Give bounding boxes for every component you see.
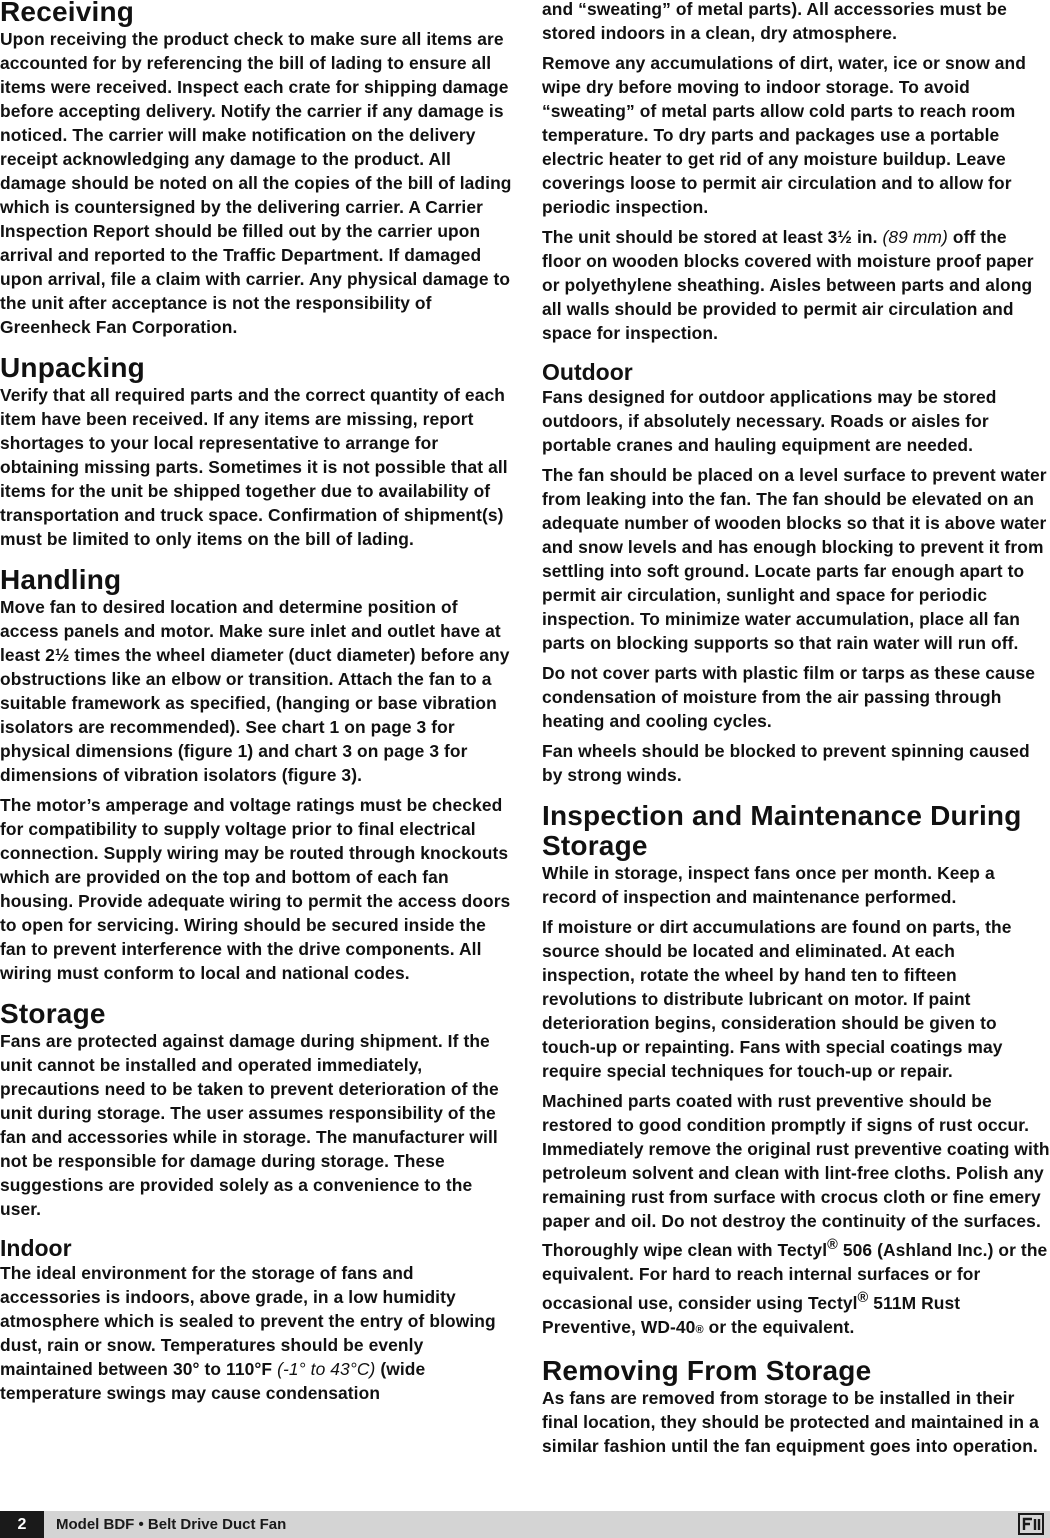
greenheck-logo-icon — [1018, 1513, 1044, 1535]
metric-temperature: (-1° to 43°C) — [277, 1359, 376, 1379]
right-column — [542, 0, 1050, 1464]
unpacking-paragraph: Verify that all required parts and the correct quantity of each item have been received. If any items are missing, report shortages to your local representative to arrange for obtaining missing parts. Sometimes it is not possible that all items for the unit be shipped together due to availability of transportation and truck space. Confirmation of shipment(s) must be limited to only items on the bill of lading. — [0, 385, 508, 549]
outdoor-paragraph-3: Do not cover parts with plastic film or tarps as these cause condensation of moisture from the air passing through heating and cooling cycles. — [542, 663, 1036, 731]
indoor-heading: Indoor — [0, 1235, 72, 1261]
handling-heading: Handling — [0, 564, 122, 595]
unpacking-heading: Unpacking — [0, 352, 145, 383]
outdoor-paragraph-4: Fan wheels should be blocked to prevent spinning caused by strong winds. — [542, 741, 1030, 785]
receiving-heading: Receiving — [0, 0, 135, 27]
inspection-paragraph-2: If moisture or dirt accumulations are found on parts, the source should be located and eliminated. At each inspection, rotate the wheel by hand ten to fifteen revolutions to distribute lubricant on motor. If paint deterioration begins, consideration should be given to touch-up or repainting. Fans with special coatings may require special techniques for touch-up or repair. — [542, 917, 1012, 1081]
receiving-paragraph: Upon receiving the product check to make sure all items are accounted for by referencing the bill of lading to ensure all items were received. Inspect each crate for shipping damage before accepting delivery. Notify the carrier if any damage is noticed. The carrier will make notification on the delivery receipt acknowledging any damage to the product. All damage should be noted on all the copies of the bill of lading which is countersigned by the delivering carrier. A Carrier Inspection Report should be filled out by the carrier upon arrival and reported to the Traffic Department. If damaged upon arrival, file a claim with carrier. Any physical damage to the unit after acceptance is not the responsibility of Greenheck Fan Corporation. — [0, 29, 512, 337]
inspection-paragraph-1: While in storage, inspect fans once per month. Keep a record of inspection and maintenance performed. — [542, 863, 995, 907]
inspection-heading: Inspection and Maintenance During Storage — [542, 800, 1022, 861]
indoor-paragraph: The ideal environment for the storage of fans and accessories is indoors, above grade, in a low humidity atmosphere which is sealed to prevent the entry of blowing dust, rain or snow. Temperatures should be evenly maintained between 30° to 110°F (-1° to 43°C) (wide temperature swings may cause condensation — [0, 1263, 496, 1403]
indoor-continued-paragraph-1: and “sweating” of metal parts). All accessories must be stored indoors in a clean, dry atmosphere. — [542, 0, 1007, 43]
registered-mark: ® — [695, 1323, 704, 1336]
handling-paragraph-1: Move fan to desired location and determine position of access panels and motor. Make sure inlet and outlet have at least 2½ times the wheel diameter (duct diameter) before any obstructions like an elbow or transition. Attach the fan to a suitable framework as specified, (hanging or base vibration isolators are recommended). See chart 1 on page 3 for physical dimensions (figure 1) and chart 3 on page 3 for dimensions of vibration isolators (figure 3). — [0, 597, 510, 785]
footer-title: Model BDF • Belt Drive Duct Fan — [56, 1516, 287, 1533]
indoor-continued-paragraph-3: The unit should be stored at least 3½ in. (89 mm) off the floor on wooden blocks covered with moisture proof paper or polyethylene sheathing. Aisles between parts and along all walls should be provided to permit air circulation and space for inspection. — [542, 227, 1034, 343]
removing-heading: Removing From Storage — [542, 1354, 872, 1386]
removing-paragraph: As fans are removed from storage to be installed in their final location, they should be protected and maintained in a similar fashion until the fan equipment goes into operation. — [542, 1387, 1039, 1456]
registered-mark: ® — [827, 1237, 838, 1253]
left-column — [0, 0, 512, 1411]
inspection-paragraph-3: Machined parts coated with rust preventive should be restored to good condition promptly if signs of rust occur. Immediately remove the original rust preventive coating with petroleum solvent and clean with lint-free cloths. Polish any remaining rust from surface with crocus cloth or fine emery paper and oil. Do not destroy the continuity of the surfaces. Thoroughly wipe clean with Tectyl® 506 (Ashland Inc.) or the equivalent. For hard to reach internal surfaces or for occasional use, consider using Tectyl® 511M Rust Preventive, WD-40® or the equivalent. — [542, 1091, 1050, 1337]
indoor-continued-paragraph-2: Remove any accumulations of dirt, water, ice or snow and wipe dry before moving to indoor storage. To avoid “sweating” of metal parts allow cold parts to reach room temperature. To dry parts and packages use a portable electric heater to get rid of any moisture buildup. Leave coverings loose to permit air circulation and to allow for periodic inspection. — [542, 53, 1026, 217]
page-footer — [0, 1511, 1050, 1538]
metric-height: (89 mm) — [882, 227, 948, 247]
storage-heading: Storage — [0, 998, 106, 1029]
registered-mark: ® — [857, 1289, 869, 1306]
handling-paragraph-2: The motor’s amperage and voltage ratings must be checked for compatibility to supply voltage prior to final electrical connection. Supply wiring may be routed through knockouts which are provided on the top and bottom of each fan housing. Provide adequate wiring to permit the access doors to open for servicing. Wiring should be secured inside the fan to prevent interference with the drive components. All wiring must conform to local and national codes. — [0, 795, 511, 983]
storage-paragraph: Fans are protected against damage during shipment. If the unit cannot be installed and operated immediately, precautions need to be taken to prevent deterioration of the unit during storage. The user assumes responsibility of the fan and accessories while in storage. The manufacturer will not be responsible for damage during storage. These suggestions are provided solely as a convenience to the user. — [0, 1031, 499, 1219]
outdoor-paragraph-2: The fan should be placed on a level surface to prevent water from leaking into the fan. The fan should be elevated on an adequate number of wooden blocks so that it is above water and snow levels and has enough blocking to prevent it from settling into soft ground. Locate parts far enough apart to permit air circulation, sunlight and space for periodic inspection. To minimize water accumulation, place all fan parts on blocking supports so that rain water will run off. — [542, 465, 1047, 653]
page-number: 2 — [0, 1511, 44, 1538]
outdoor-paragraph-1: Fans designed for outdoor applications may be stored outdoors, if absolutely necessary. Roads or aisles for portable cranes and hauling equipment are needed. — [542, 387, 997, 455]
outdoor-heading: Outdoor — [542, 359, 633, 385]
